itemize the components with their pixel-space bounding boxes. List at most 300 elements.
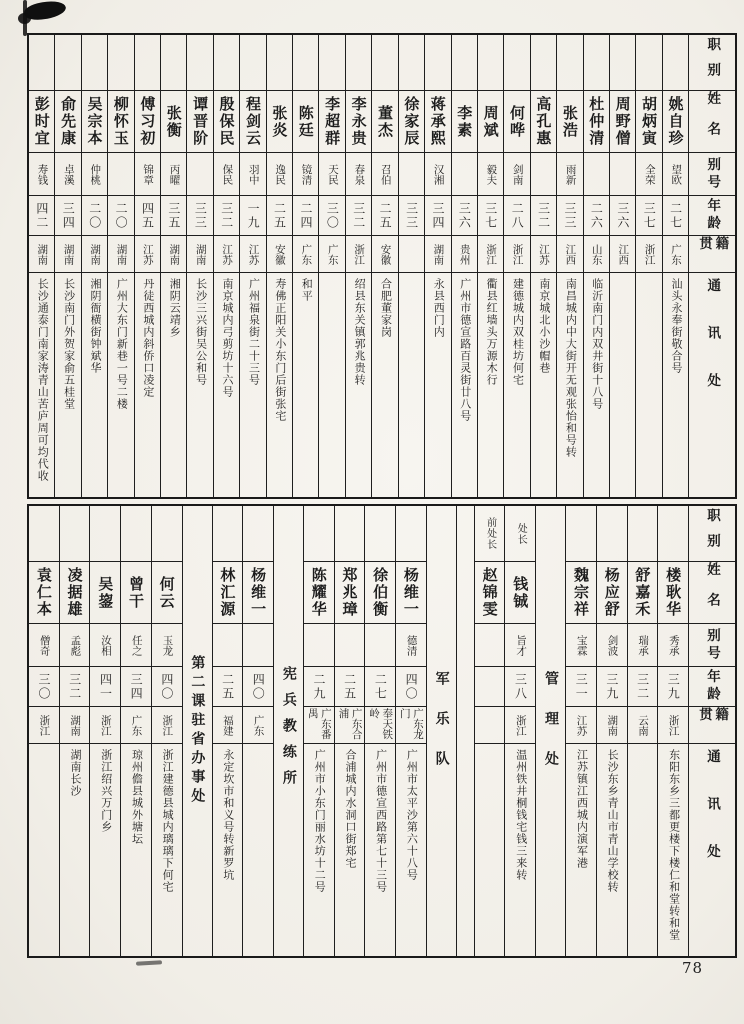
person-age: 二五 <box>378 201 393 230</box>
person-zhibie-cell <box>213 506 243 562</box>
person-column <box>627 506 658 956</box>
person-alias-cell <box>135 153 160 196</box>
person-name-cell <box>504 91 529 153</box>
person-address-cell <box>304 744 334 956</box>
person-column <box>474 506 505 956</box>
person-age-cell <box>240 196 265 236</box>
person-address: 临沂南门内双井街十八号 <box>590 278 604 410</box>
person-origin-cell <box>335 707 365 744</box>
person-column <box>635 35 661 497</box>
person-address-cell <box>243 744 273 956</box>
column-header-name-label: 姓名 <box>704 91 721 152</box>
person-zhibie-cell <box>90 506 120 562</box>
person-name-cell <box>365 562 395 624</box>
person-address-cell <box>335 744 365 956</box>
person-address-cell <box>557 273 582 497</box>
person-alias-cell <box>475 624 505 667</box>
person-alias-cell <box>243 624 273 667</box>
person-address: 浙江绍兴万门乡 <box>99 749 113 833</box>
person-origin: 湖南 <box>36 243 49 265</box>
person-column <box>477 35 503 497</box>
column-header-age-label: 年龄 <box>704 669 721 704</box>
person-age-cell <box>399 196 424 236</box>
person-alias: 丙曜 <box>168 163 181 185</box>
person-origin-cell <box>452 236 477 273</box>
person-age-cell <box>293 196 318 236</box>
person-origin: 湖南 <box>89 243 102 265</box>
person-name: 蒋承熙 <box>428 96 447 147</box>
person-address-cell <box>82 273 107 497</box>
person-name: 李素 <box>455 104 474 139</box>
person-age: 四〇 <box>159 672 174 701</box>
person-origin-cell <box>82 236 107 273</box>
person-origin-cell <box>29 707 59 744</box>
person-origin-cell <box>365 707 395 744</box>
person-name-cell <box>452 91 477 153</box>
person-alias-cell <box>293 153 318 196</box>
person-name-cell <box>55 91 80 153</box>
person-zhibie-cell <box>243 506 273 562</box>
person-address-cell <box>478 273 503 497</box>
person-address-cell <box>475 744 505 956</box>
section-divider-cell <box>280 506 297 956</box>
person-alias: 剑南 <box>511 163 524 185</box>
person-age: 二四 <box>298 201 313 230</box>
person-name: 凌据雄 <box>65 567 84 618</box>
person-alias-cell <box>478 153 503 196</box>
person-name: 曾干 <box>126 575 145 610</box>
person-address-cell <box>531 273 556 497</box>
person-alias-cell <box>60 624 90 667</box>
person-origin: 浙江 <box>511 243 524 265</box>
person-name: 袁仁本 <box>34 567 53 618</box>
person-origin-cell <box>135 236 160 273</box>
person-zhibie-cell <box>240 35 265 91</box>
person-alias: 僧奇 <box>38 634 51 656</box>
person-column <box>120 506 151 956</box>
person-alias-cell <box>628 624 658 667</box>
person-alias-cell <box>584 153 609 196</box>
person-zhibie-cell <box>29 506 59 562</box>
person-age-cell <box>135 196 160 236</box>
person-name-cell <box>304 562 334 624</box>
person-address-cell <box>29 744 59 956</box>
person-age: 三七 <box>642 201 657 230</box>
column-header-alias <box>689 624 735 667</box>
person-zhibie-cell <box>425 35 450 91</box>
person-origin: 浙江 <box>514 714 527 736</box>
person-origin: 云南 <box>636 714 649 736</box>
person-name-cell <box>240 91 265 153</box>
person-name: 董杰 <box>375 104 394 139</box>
person-origin: 江苏 <box>537 243 550 265</box>
person-origin-cell <box>663 236 688 273</box>
person-address: 长沙三兴街吴公和号 <box>194 278 208 386</box>
person-origin: 江苏 <box>575 714 588 736</box>
person-age: 二八 <box>510 201 525 230</box>
person-name-cell <box>663 91 688 153</box>
person-origin: 浙江 <box>161 714 174 736</box>
person-column <box>134 35 160 497</box>
person-name: 舒嘉禾 <box>633 567 652 618</box>
person-age: 三七 <box>483 201 498 230</box>
person-name-cell <box>478 91 503 153</box>
person-alias: 全荣 <box>643 163 656 185</box>
person-name: 楼耿华 <box>664 567 683 618</box>
person-column <box>54 35 80 497</box>
person-name: 魏宗祥 <box>571 567 590 618</box>
page-number: 78 <box>682 959 704 977</box>
person-name: 徐家辰 <box>402 96 421 147</box>
person-name-cell <box>90 562 120 624</box>
person-name: 胡炳寅 <box>640 96 659 147</box>
person-origin: 安徽 <box>379 243 392 265</box>
person-age: 三三 <box>193 201 208 230</box>
person-name: 彭时宜 <box>32 96 51 147</box>
person-name: 李永贵 <box>349 96 368 147</box>
person-age-cell <box>584 196 609 236</box>
person-name: 张衡 <box>164 104 183 139</box>
person-origin: 湖南 <box>62 243 75 265</box>
person-name-cell <box>121 562 151 624</box>
person-zhibie-cell <box>505 506 535 562</box>
person-name: 张浩 <box>560 104 579 139</box>
person-age-cell <box>161 196 186 236</box>
person-alias: 羽中 <box>247 163 260 185</box>
person-origin-cell <box>161 236 186 273</box>
person-origin-cell <box>108 236 133 273</box>
person-origin-cell <box>658 707 688 744</box>
person-zhibie-cell <box>267 35 292 91</box>
person-address-cell <box>60 744 90 956</box>
scan-artifact-mark <box>136 960 162 965</box>
person-zhibie-cell <box>372 35 397 91</box>
person-name: 杨维一 <box>401 567 420 618</box>
person-age: 三四 <box>430 201 445 230</box>
person-age-cell <box>346 196 371 236</box>
person-name-cell <box>628 562 658 624</box>
person-name: 周斌 <box>481 104 500 139</box>
person-origin: 广东龙门 <box>398 708 424 740</box>
person-age: 四〇 <box>404 672 419 701</box>
person-column <box>530 35 556 497</box>
person-origin: 浙江 <box>485 243 498 265</box>
person-age: 二五 <box>220 672 235 701</box>
person-age-cell <box>187 196 212 236</box>
person-address: 南京城北小沙帽巷 <box>537 278 551 374</box>
person-origin-cell <box>610 236 635 273</box>
scan-artifact-ink-spot <box>18 13 31 24</box>
person-origin: 浙江 <box>99 714 112 736</box>
person-address: 绍县东关镇郭兆贵转 <box>353 278 367 386</box>
person-origin-cell <box>243 707 273 744</box>
person-address-cell <box>29 273 54 497</box>
person-age: 三九 <box>604 672 619 701</box>
person-origin: 广东 <box>130 714 143 736</box>
person-age-cell <box>29 196 54 236</box>
person-alias-cell <box>187 153 212 196</box>
person-name-cell <box>82 91 107 153</box>
person-name: 程剑云 <box>243 96 262 147</box>
person-name-cell <box>108 91 133 153</box>
person-zhibie: 处长 <box>515 522 527 545</box>
person-zhibie-cell <box>108 35 133 91</box>
person-address-cell <box>135 273 160 497</box>
person-origin: 广东 <box>252 714 265 736</box>
person-origin: 广东 <box>300 243 313 265</box>
column-header-alias <box>689 153 735 196</box>
person-address: 寿佛正阳关小东门后街张宅 <box>273 278 287 422</box>
person-origin: 湖南 <box>69 714 82 736</box>
person-origin: 江苏 <box>221 243 234 265</box>
person-origin-cell <box>60 707 90 744</box>
column-header-origin <box>689 236 735 273</box>
person-address-cell <box>425 273 450 497</box>
person-origin: 浙江 <box>667 714 680 736</box>
column-header-name-label: 姓名 <box>704 562 721 623</box>
person-age-cell <box>557 196 582 236</box>
column-header-origin-label: 籍贯 <box>695 707 729 730</box>
person-alias-cell <box>396 624 426 667</box>
person-age-cell <box>267 196 292 236</box>
person-zhibie-cell <box>566 506 596 562</box>
column-header-address <box>689 273 735 497</box>
person-address-cell <box>636 273 661 497</box>
column-header-origin <box>689 707 735 744</box>
person-origin: 浙江 <box>38 714 51 736</box>
person-origin: 福建 <box>221 714 234 736</box>
spacer-column <box>456 506 474 956</box>
column-header-age <box>689 667 735 707</box>
person-age: 三三 <box>404 201 419 230</box>
person-address: 长沙通泰门南家涛青山苦庐周可均代收 <box>36 278 50 482</box>
person-name: 钱铖 <box>511 575 530 610</box>
column-header-zhibie <box>689 506 735 562</box>
person-zhibie-cell <box>335 506 365 562</box>
person-origin-cell <box>399 236 424 273</box>
person-origin: 广东 <box>326 243 339 265</box>
person-column <box>504 506 535 956</box>
person-zhibie-cell <box>531 35 556 91</box>
person-alias: 汉湘 <box>432 163 445 185</box>
person-column <box>29 35 54 497</box>
person-column <box>451 35 477 497</box>
person-alias: 卓溪 <box>62 163 75 185</box>
person-alias-cell <box>597 624 627 667</box>
person-alias: 德清 <box>405 634 418 656</box>
person-age-cell <box>504 196 529 236</box>
person-alias-cell <box>152 624 182 667</box>
person-origin-cell <box>584 236 609 273</box>
person-address-cell <box>108 273 133 497</box>
person-column <box>186 35 212 497</box>
person-alias: 镜清 <box>300 163 313 185</box>
person-age: 二九 <box>311 672 326 701</box>
person-origin-cell <box>478 236 503 273</box>
person-address-cell <box>584 273 609 497</box>
person-age-cell <box>663 196 688 236</box>
person-alias-cell <box>214 153 239 196</box>
person-age-cell <box>628 667 658 707</box>
person-origin-cell <box>531 236 556 273</box>
person-age-cell <box>505 667 535 707</box>
header-column <box>688 35 735 497</box>
person-name-cell <box>372 91 397 153</box>
person-address-cell <box>505 744 535 956</box>
person-alias-cell <box>610 153 635 196</box>
person-alias-cell <box>566 624 596 667</box>
person-age: 三二 <box>351 201 366 230</box>
person-origin-cell <box>293 236 318 273</box>
person-alias-cell <box>82 153 107 196</box>
person-name-cell <box>597 562 627 624</box>
person-origin: 江西 <box>564 243 577 265</box>
person-age: 二六 <box>589 201 604 230</box>
person-origin-cell <box>187 236 212 273</box>
person-name: 陈耀华 <box>309 567 328 618</box>
person-address-cell <box>658 744 688 956</box>
person-address: 长沙南门外贺家俞五桂堂 <box>62 278 76 410</box>
person-address-cell <box>504 273 529 497</box>
section-divider <box>273 506 303 956</box>
person-address-cell <box>55 273 80 497</box>
roster-table-top <box>27 33 737 499</box>
person-name-cell <box>335 562 365 624</box>
person-zhibie-cell <box>319 35 344 91</box>
column-header-alias-label: 别号 <box>704 627 721 663</box>
section-divider-label: 管理处 <box>543 671 560 791</box>
person-age: 四二 <box>34 201 49 230</box>
person-age-cell <box>214 196 239 236</box>
person-age-cell <box>478 196 503 236</box>
person-origin-cell <box>566 707 596 744</box>
person-name: 林汇源 <box>218 567 237 618</box>
person-column <box>424 35 450 497</box>
person-origin: 广东 <box>670 243 683 265</box>
person-origin-cell <box>557 236 582 273</box>
person-age: 三二 <box>536 201 551 230</box>
person-name-cell <box>584 91 609 153</box>
person-origin: 江苏 <box>141 243 154 265</box>
person-alias-cell <box>240 153 265 196</box>
person-age-cell <box>108 196 133 236</box>
person-alias-cell <box>658 624 688 667</box>
person-age-cell <box>55 196 80 236</box>
person-alias-cell <box>452 153 477 196</box>
person-age: 三五 <box>166 201 181 230</box>
person-origin-cell <box>29 236 54 273</box>
person-address: 汕头永奉街敬合号 <box>669 278 683 374</box>
person-alias: 任之 <box>130 634 143 656</box>
person-address-cell <box>566 744 596 956</box>
person-alias-cell <box>636 153 661 196</box>
person-origin: 江西 <box>617 243 630 265</box>
person-address: 广州市德宣西路第七十三号 <box>374 749 388 893</box>
person-age-cell <box>372 196 397 236</box>
person-zhibie-cell <box>636 35 661 91</box>
person-name: 李超群 <box>323 96 342 147</box>
person-origin-cell <box>319 236 344 273</box>
person-age-cell <box>425 196 450 236</box>
person-age-cell <box>304 667 334 707</box>
person-column <box>303 506 334 956</box>
person-alias-cell <box>55 153 80 196</box>
person-origin-cell <box>346 236 371 273</box>
person-origin-cell <box>372 236 397 273</box>
person-address: 丹徒西城内斜侨口凌定 <box>141 278 155 398</box>
person-address-cell <box>346 273 371 497</box>
person-alias-cell <box>346 153 371 196</box>
person-zhibie-cell <box>475 506 505 562</box>
person-address-cell <box>597 744 627 956</box>
person-alias-cell <box>90 624 120 667</box>
person-alias-cell <box>531 153 556 196</box>
person-zhibie-cell <box>658 506 688 562</box>
person-age: 三三 <box>563 201 578 230</box>
person-name: 姚自珍 <box>666 96 685 147</box>
person-origin-cell <box>628 707 658 744</box>
person-address: 和平 <box>300 278 314 302</box>
person-age-cell <box>121 667 151 707</box>
person-name-cell <box>187 91 212 153</box>
column-header-zhibie-label: 职别 <box>704 37 721 88</box>
person-address: 温州铁井桐钱宅钱三来转 <box>514 749 528 881</box>
person-column <box>151 506 182 956</box>
person-name-cell <box>425 91 450 153</box>
person-name: 周野僧 <box>613 96 632 147</box>
person-column <box>213 35 239 497</box>
person-origin-cell <box>240 236 265 273</box>
person-address-cell <box>213 744 243 956</box>
person-zhibie-cell <box>610 35 635 91</box>
person-alias: 逸民 <box>274 163 287 185</box>
person-age: 四〇 <box>251 672 266 701</box>
person-address: 东阳东乡三都更楼下楼仁和堂转和堂 <box>667 749 681 941</box>
person-address: 琼州儋县城外塘坛 <box>130 749 144 845</box>
person-alias-cell <box>121 624 151 667</box>
person-name-cell <box>214 91 239 153</box>
person-age: 二〇 <box>114 201 129 230</box>
person-column <box>318 35 344 497</box>
person-address-cell <box>628 744 658 956</box>
person-zhibie-cell <box>29 35 54 91</box>
person-alias: 保民 <box>221 163 234 185</box>
person-column <box>81 35 107 497</box>
person-zhibie-cell <box>504 35 529 91</box>
person-origin: 湖南 <box>168 243 181 265</box>
person-address-cell <box>267 273 292 497</box>
person-age: 二五 <box>342 672 357 701</box>
person-address: 广州福泉街二十三号 <box>247 278 261 386</box>
person-name-cell <box>505 562 535 624</box>
person-zhibie-cell <box>135 35 160 91</box>
person-age: 三六 <box>615 201 630 230</box>
person-column <box>503 35 529 497</box>
person-alias-cell <box>663 153 688 196</box>
person-zhibie-cell <box>152 506 182 562</box>
person-name: 谭晋阶 <box>191 96 210 147</box>
person-alias-cell <box>335 624 365 667</box>
person-address-cell <box>396 744 426 956</box>
person-name-cell <box>396 562 426 624</box>
person-address: 江苏镇江西城内演军港 <box>575 749 589 869</box>
person-alias-cell <box>213 624 243 667</box>
person-origin-cell <box>304 707 334 744</box>
column-header-zhibie <box>689 35 735 91</box>
person-alias: 汝相 <box>100 634 113 656</box>
column-header-origin-label: 籍贯 <box>696 236 729 259</box>
person-name: 张炎 <box>270 104 289 139</box>
